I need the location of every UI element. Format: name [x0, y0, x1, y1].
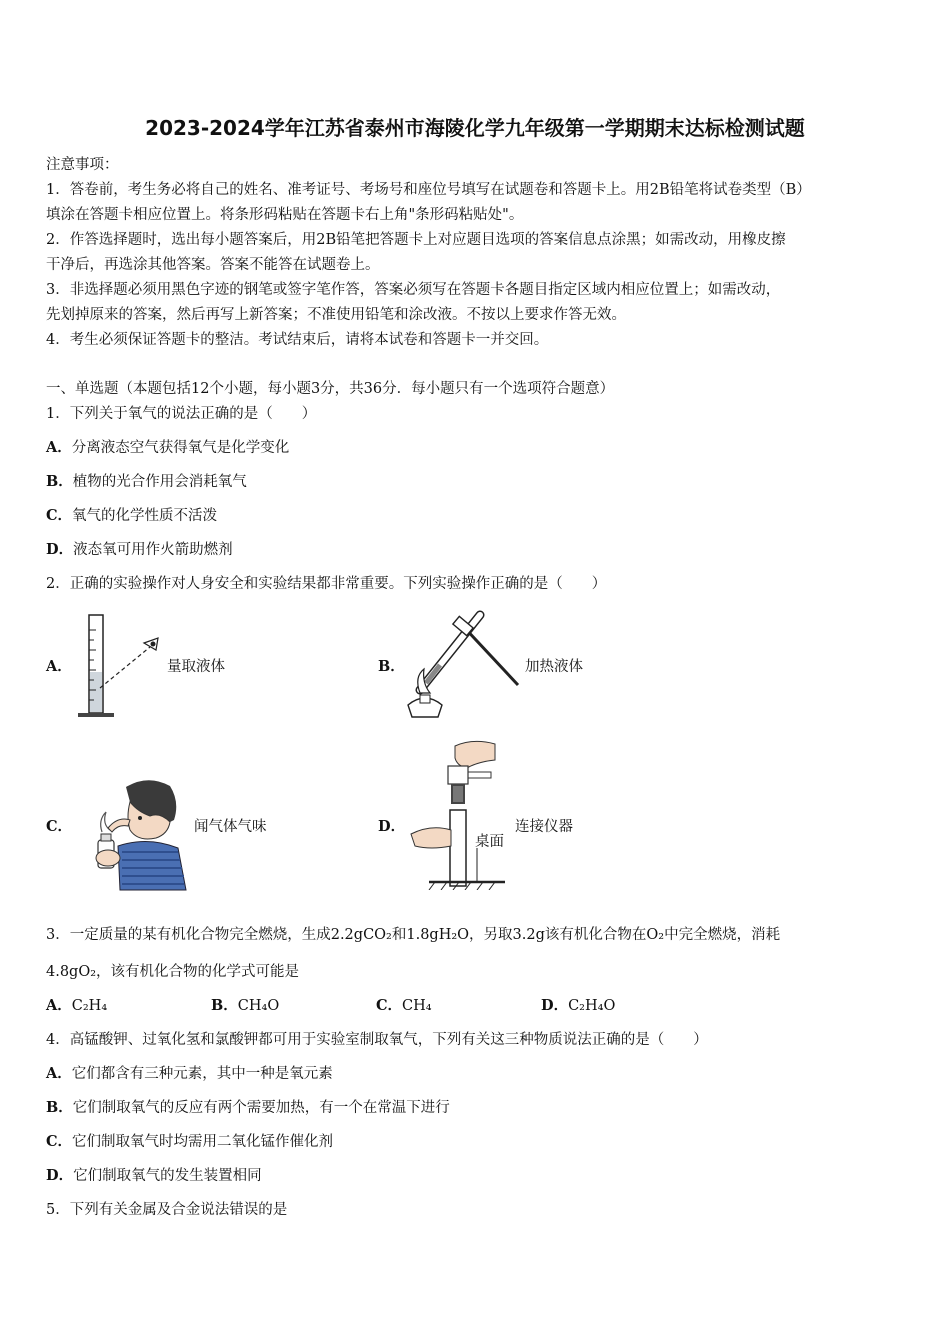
q1-option-d: [46, 538, 233, 559]
q4-option-a: [46, 1062, 333, 1083]
q4-stem: 4．高锰酸钾、过氧化氢和氯酸钾都可用于实验室制取氧气，下列有关这三种物质说法正确的是（ ）: [46, 1032, 708, 1048]
q3-option-c: [376, 994, 432, 1015]
q2-option-d-caption: 连接仪器: [515, 819, 573, 835]
q4-option-b: [46, 1096, 450, 1117]
option-label: C．: [46, 1133, 73, 1150]
option-text: 植物的光合作用会消耗氧气: [72, 474, 247, 490]
notice-line: 3．非选择题必须用黑色字迹的钢笔或签字笔作答，答案必须写在答题卡各题目指定区域内相应位置上；如需改动，: [46, 282, 781, 298]
q4-option-c: [46, 1130, 333, 1151]
option-label: A．: [46, 439, 72, 456]
q2-option-c-caption: 闻气体气味: [194, 819, 267, 835]
q3-option-a: [46, 994, 107, 1015]
notice-line: 2．作答选择题时，选出每小题答案后，用2B铅笔把答题卡上对应题目选项的答案信息点涂黑；如需改动，用橡皮擦: [46, 232, 786, 248]
notice-line: 先划掉原来的答案，然后再写上新答案；不准使用铅笔和涂改液。不按以上要求作答无效。: [46, 307, 626, 323]
boy-smelling-gas-illustration: [78, 772, 190, 892]
notice-heading: 注意事项：: [46, 157, 119, 173]
q2-stem: 2．正确的实验操作对人身安全和实验结果都非常重要。下列实验操作正确的是（ ）: [46, 576, 607, 592]
q1-stem: 1．下列关于氧气的说法正确的是（ ）: [46, 406, 317, 422]
q3-stem-line2: 4.8gO₂，该有机化合物的化学式可能是: [46, 964, 300, 980]
option-label: A．: [46, 1065, 72, 1082]
q1-option-c: [46, 504, 217, 525]
option-text: 它们都含有三种元素，其中一种是氧元素: [71, 1066, 333, 1082]
option-text: 它们制取氧气时均需用二氧化锰作催化剂: [72, 1134, 334, 1150]
option-text: C₂H₄: [71, 998, 108, 1014]
option-text: 分离液态空气获得氧气是化学变化: [71, 440, 290, 456]
q1-option-a: [46, 436, 289, 457]
page-title: 2023-2024学年江苏省泰州市海陵化学九年级第一学期期末达标检测试题: [145, 116, 805, 140]
q5-stem: 5．下列有关金属及合金说法错误的是: [46, 1202, 288, 1218]
option-label: D．: [46, 1167, 74, 1184]
option-label: C．: [46, 507, 73, 524]
option-label: B．: [46, 1099, 73, 1116]
q1-option-b: [46, 470, 247, 491]
q4-option-d: [46, 1164, 262, 1185]
test-tube-heating-illustration: [400, 605, 525, 725]
q2-option-d-inner-label: 桌面: [475, 834, 504, 850]
option-label: D．: [46, 541, 74, 558]
q3-option-d: [541, 994, 615, 1015]
option-text: C₂H₄O: [568, 998, 616, 1014]
notice-line: 4．考生必须保证答题卡的整洁。考试结束后，请将本试卷和答题卡一并交回。: [46, 332, 549, 348]
option-text: 氧气的化学性质不活泼: [72, 508, 218, 524]
connecting-apparatus-illustration: [405, 738, 510, 890]
q2-option-c-label: C．: [46, 818, 73, 835]
q2-option-a-label: A．: [46, 658, 72, 675]
option-label: D．: [541, 997, 569, 1014]
section-heading: 一、单选题（本题包括12个小题，每小题3分，共36分．每小题只有一个选项符合题意）: [46, 381, 615, 397]
option-text: 它们制取氧气的反应有两个需要加热，有一个在常温下进行: [72, 1100, 450, 1116]
notice-line: 1．答卷前，考生务必将自己的姓名、准考证号、考场号和座位号填写在试题卷和答题卡上。用2B铅笔将试卷类型（B）: [46, 182, 811, 198]
option-text: CH₄O: [237, 998, 280, 1014]
q2-option-d-label: D．: [378, 818, 406, 835]
option-label: C．: [376, 997, 403, 1014]
option-text: 液态氧可用作火箭助燃剂: [73, 542, 233, 558]
notice-line: 干净后，再选涂其他答案。答案不能答在试题卷上。: [46, 257, 380, 273]
q3-stem-line1: 3．一定质量的某有机化合物完全燃烧，生成2.2gCO₂和1.8gH₂O，另取3.2g该有机化合物在O₂中完全燃烧，消耗: [46, 927, 781, 943]
option-label: A．: [46, 997, 72, 1014]
option-text: CH₄: [402, 998, 432, 1014]
q3-option-b: [211, 994, 279, 1015]
q2-option-a-caption: 量取液体: [167, 659, 225, 675]
option-label: B．: [46, 473, 73, 490]
q2-option-b-label: B．: [378, 658, 405, 675]
option-text: 它们制取氧气的发生装置相同: [73, 1168, 262, 1184]
notice-line: 填涂在答题卡相应位置上。将条形码粘贴在答题卡右上角"条形码粘贴处"。: [46, 207, 524, 223]
option-label: B．: [211, 997, 238, 1014]
measuring-cylinder-illustration: [72, 610, 167, 720]
q2-option-b-caption: 加热液体: [525, 659, 583, 675]
